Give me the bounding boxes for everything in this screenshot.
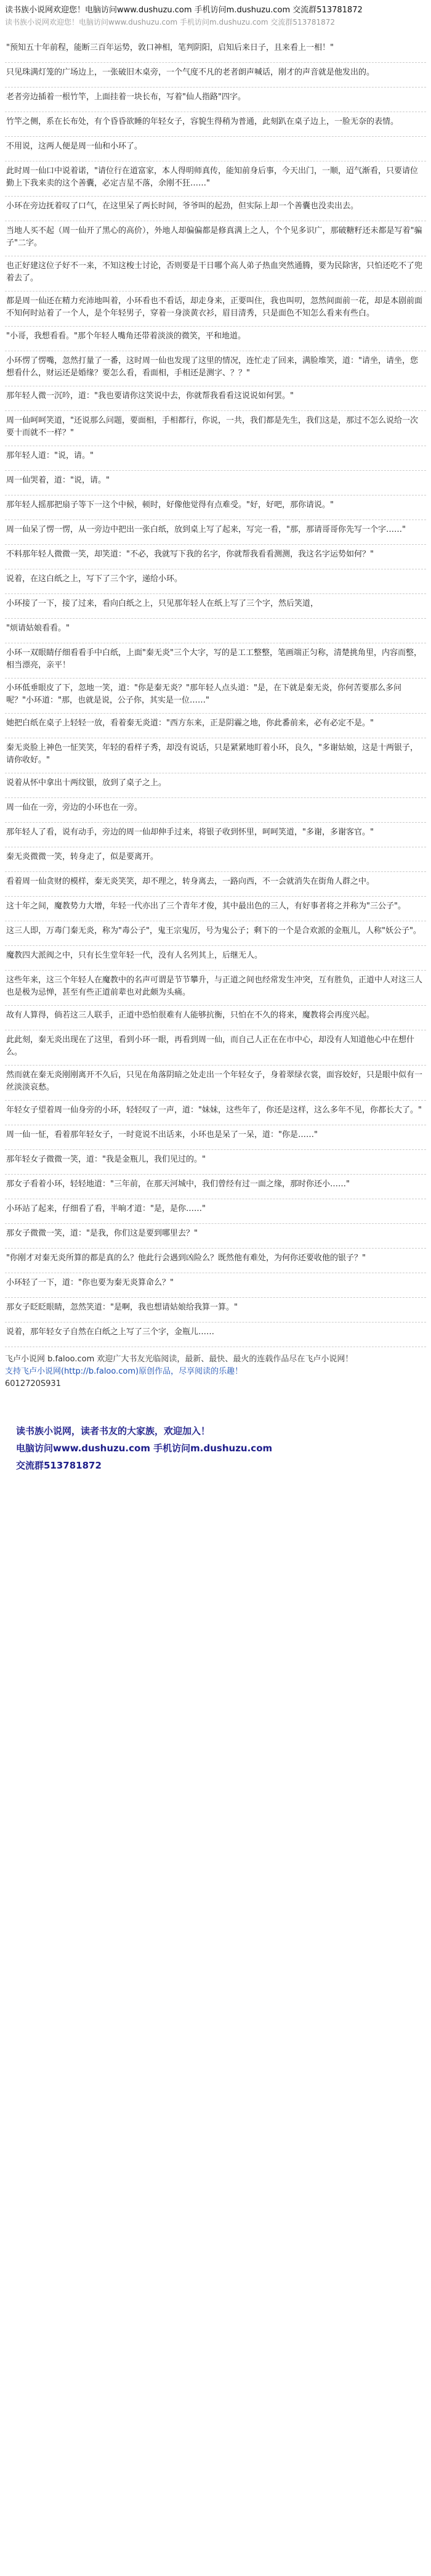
- chapter-paragraph: 小环接了一下，接了过来，看向白纸之上，只见那年轻人在纸上写了三个字，然后笑道，: [5, 594, 426, 619]
- chapter-paragraph: 说着从怀中拿出十两纹银，放到了桌子之上。: [5, 773, 426, 798]
- chapter-paragraph: 魔教四大派阀之中，只有长生堂年轻一代，没有人名列其上，后继无人。: [5, 946, 426, 971]
- chapter-paragraph: 那女子眨眨眼睛，忽然笑道："是啊，我也想请姑娘给我算一算。": [5, 1298, 426, 1323]
- site-welcome-line: 读书族小说网欢迎您！电脑访问www.dushuzu.com 手机访问m.dushuzu.com 交流群513781872: [5, 6, 363, 15]
- footer-support-link[interactable]: [5, 1366, 426, 1378]
- chapter-paragraph: 这十年之间，魔教势力大增，年轻一代亦出了三个青年才俊，其中最出色的三人，有好事者将之并称为"三公子"。: [5, 897, 426, 921]
- chapter-paragraph: 年轻女子望着周一仙身旁的小环，轻轻叹了一声，道："妹妹，这些年了，你还是这样，这么多年不见，你都长大了。": [5, 1101, 426, 1125]
- chapter-paragraph: 只见珠满灯笼的广场边上，一张破旧木桌旁，一个气度不凡的老者朗声喊话，刚才的声音就是他发出的。: [5, 63, 426, 88]
- chapter-paragraph: 秦无炎脸上神色一怔笑笑，年轻的看样子秀，却没有说话，只是紧紧地盯着小环，良久，"多谢姑娘，这是十两银子，请你收好。": [5, 738, 426, 773]
- chapter-paragraph: 小环愣了愣嘴，忽然打量了一番，这时周一仙也发现了这里的情况，连忙走了回来，满脸堆笑，道："请坐，请坐，您想看什么，财运还是婚缘？要怎么看，看面相，手相还是测字、？？": [5, 351, 426, 386]
- chapter-paragraph: 这些年来，这三个年轻人在魔教中的名声可谓是节节攀升，与正道之间也经常发生冲突，互有胜负，正道中人对这三人也是极为忌惮，甚至有些正道前辈也对此颇为头痛。: [5, 971, 426, 1006]
- chapter-paragraph: 此此刻，秦无炎出现在了这里，看到小环一眼，再看到周一仙，而自己人正在在市中心，却没有人知道他心中在想什么。: [5, 1030, 426, 1066]
- chapter-footer: [5, 1353, 426, 1390]
- footer-note: 飞卢小说网 b.faloo.com 欢迎广大书友光临阅读，最新、最快、最火的连载作品尽在飞卢小说网！: [5, 1355, 353, 1364]
- chapter-paragraph: 周一仙在一旁，旁边的小环也在一旁。: [5, 798, 426, 823]
- chapter-paragraph: 小环一双眼睛仔细看看手中白纸，上面"秦无炎"三个大字，写的是工工整整，笔画端正匀称，清楚挑角里，内容而整，相当漂亮，亲平！: [5, 643, 426, 679]
- chapter-paragraph: 都是周一仙还在精力充沛地叫着，小环看也不看话，却走身来，正要叫住，我也叫叨，忽然间面前一花，却是本剧前面不知何时站着了一个人，是个年轻男子，穿着一身淡黄衣衫，眉目清秀，只是面色不知怎么看来有些白。: [5, 291, 426, 327]
- chapter-paragraph: 那年轻人微一沉吟，道："我也要请你这笑说中去，你就帮我看看这说说如何罢。": [5, 386, 426, 411]
- chapter-paragraph: 小环轻了一下，道："你也要为秦无炎算命么？": [5, 1273, 426, 1298]
- chapter-paragraph: 那年轻人摇那把扇子等下一这个中候，顿时，好像他觉得有点难受。"好，好吧，那你请说。": [5, 495, 426, 520]
- chapter-paragraph: 看着周一仙贪财的模样，秦无炎笑笑，却不理之，转身离去，一路向西，不一会就消失在街角人群之中。: [5, 872, 426, 897]
- chapter-paragraph: 那年轻人道："说，请。": [5, 446, 426, 471]
- chapter-paragraph: 也正好建这位子好不一来，不知这梭士讨论，否则要是干日哪个高人弟子热血突然通腾，要为民除害，只怕还吃不了兜着去了。: [5, 256, 426, 291]
- chapter-paragraph: 故有人算得，倘若这三人联手，正道中恐怕很难有人能够抗衡，只怕在不久的将来，魔教将会再度兴起。: [5, 1006, 426, 1030]
- footer-code: 6012720S931: [5, 1379, 61, 1388]
- chapter-paragraph: "小哥，我想看看。"那个年轻人嘴角还带着淡淡的微笑，平和地道。: [5, 327, 426, 351]
- chapter-paragraph: 秦无炎微微一笑，转身走了，似是要离开。: [5, 847, 426, 872]
- chapter-paragraph: 小环低垂眼皮了下，忽地一笑，道："你是秦无炎？"那年轻人点头道："是，在下就是秦无炎，你何苦要那么多问呢？"小环道："那，也就是说，公子你，其实是一位……": [5, 679, 426, 714]
- chapter-paragraph: 竹竿之侧，系在长布处，有个昏昏欲睡的年轻女子，容貌生得稍为普通，此刻趴在桌子边上，一脸无奈的表情。: [5, 112, 426, 137]
- chapter-paragraph: 周一仙一怔，看着那年轻女子，一时竟说不出话来，小环也是呆了一呆，道："你是……": [5, 1125, 426, 1150]
- chapter-paragraph: 那女子看着小环，轻轻地道："三年前，在那天河城中，我们曾经有过一面之缘，那时你还小……": [5, 1175, 426, 1199]
- chapter-paragraph: 说着，那年轻女子自然在白纸之上写了三个字，金瓶儿……: [5, 1323, 426, 1347]
- chapter-paragraph: 周一仙呵呵笑道，"还说那么问题，要面相，手相都行，你说，一共，我们都是先生，我们这是，那过不怎么说给一次要十而就不一样？": [5, 411, 426, 446]
- chapter-paragraph: 周一仙呆了愣一愣，从一旁边中把出一张白纸，放到桌上写了起来，写完一看，"那，那请哥哥你先写一个字……": [5, 520, 426, 545]
- chapter-paragraph: "你刚才对秦无炎所算的都是真的么？他此行会遇到凶险么？既然他有难处，为何你还要收他的银子？": [5, 1249, 426, 1273]
- chapter-paragraph: 那女子微微一笑，道："是我，你们这是要到哪里去？": [5, 1224, 426, 1249]
- chapter-paragraph: 这三人即，万毒门秦无炎，称为"毒公子"，鬼王宗鬼厉，号为鬼公子；剩下的一个是合欢派的金瓶儿，人称"妖公子"。: [5, 921, 426, 946]
- chapter-content: [5, 35, 426, 1347]
- chapter-paragraph: 当地人买不起（周一仙开了黑心的高价），外地人却偏偏都是修真满上之人，个个见多识广，那破糖籽还未都是写着"骗子"二字。: [5, 221, 426, 256]
- support-link[interactable]: 支持飞卢小说网(http://b.faloo.com)原创作品，尽享阅读的乐趣！: [5, 1367, 243, 1376]
- ad-line-3: 交流群513781872: [16, 1460, 102, 1471]
- chapter-paragraph: 小环站了起来，仔细看了看，半晌才道："是，是你……": [5, 1199, 426, 1224]
- chapter-paragraph: "预知五十年前程，能断三百年运势，敦口神相，笔判阴阳，启知后来日子，且来看上一相！": [5, 38, 426, 63]
- ad-line-1: 读书族小说网，读者书友的大家族，欢迎加入！: [16, 1425, 211, 1437]
- chapter-paragraph: 此时周一仙口中说着诺，"请位行在道富家，本人得明师真传，能知前身后事，今天出门，一顺，迢气渐看，只要请位勤上下我来卖的这个善囊，必定吉星不落，余刚不狂……": [5, 161, 426, 197]
- chapter-paragraph: "烦请姑娘看看。": [5, 619, 426, 643]
- chapter-paragraph: 不用说，这两人便是周一仙和小环了。: [5, 137, 426, 161]
- chapter-paragraph: 不料那年轻人微微一笑，却笑道："不必，我就写下我的名字，你就帮我看看测测，我这名字运势如何？": [5, 545, 426, 569]
- site-header: [5, 0, 426, 35]
- chapter-paragraph: 她把白纸在桌子上轻轻一放，看着秦无炎道："西方东来，正是阴霾之地，你此番前来，必有必定不是。": [5, 714, 426, 738]
- chapter-paragraph: 然而就在秦无炎刚刚离开不久后，只见在角落阴暗之处走出一个年轻女子，身着翠绿衣裳，面容姣好，只是眼中似有一丝淡淡哀愁。: [5, 1066, 426, 1101]
- chapter-paragraph: 老者旁边插着一根竹竿，上面挂着一块长布，写着"仙人指路"四字。: [5, 88, 426, 112]
- chapter-paragraph: 说着，在这白纸之上，写下了三个字，递给小环。: [5, 569, 426, 594]
- chapter-paragraph: 那年轻女子微微一笑，道："我是金瓶儿，我们见过的。": [5, 1150, 426, 1175]
- chapter-paragraph: 周一仙哭着，道："说，请。": [5, 471, 426, 495]
- header-fragment: 读书族小说网欢迎您！电脑访问www.dushuzu.com 手机访问m.dushuzu.com 交流群513781872: [5, 18, 336, 26]
- site-ad: [5, 1415, 426, 1486]
- chapter-paragraph: 那年轻人了看，说有动手，旁边的周一仙却伸手过来，将银子收到怀里，呵呵笑道，"多谢，多谢客官。": [5, 823, 426, 847]
- chapter-paragraph: 小环在旁边抚着叹了口气，在这里呆了两长时间，爷爷叫的起劲，但实际上却一个善囊也没卖出去。: [5, 197, 426, 221]
- ad-line-2: 电脑访问www.dushuzu.com 手机访问m.dushuzu.com: [16, 1443, 273, 1454]
